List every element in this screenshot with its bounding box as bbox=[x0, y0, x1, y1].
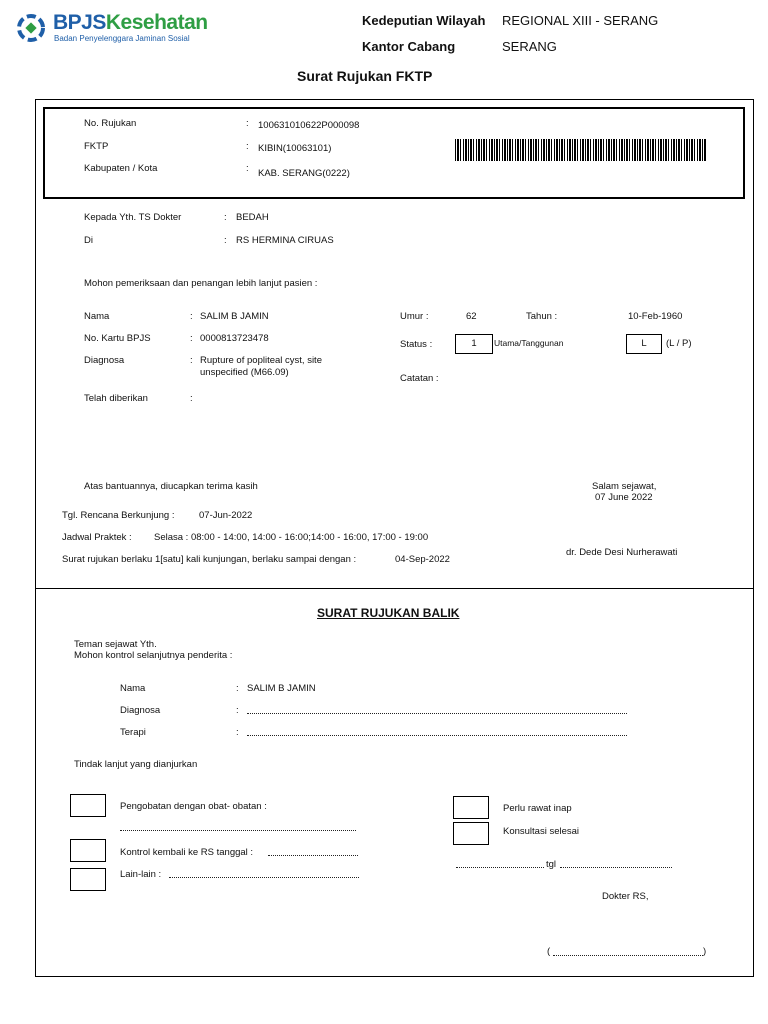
colon: : bbox=[246, 118, 249, 129]
back-diagnosis-label: Diagnosa bbox=[120, 705, 161, 716]
other-label: Lain-lain : bbox=[120, 869, 162, 880]
addressee-label: Kepada Yth. TS Dokter bbox=[84, 212, 182, 223]
logo-subtitle: Badan Penyelenggara Jaminan Sosial bbox=[54, 34, 190, 43]
colon: : bbox=[190, 311, 193, 322]
treatment-given-label: Telah diberikan bbox=[84, 393, 148, 404]
followup-label: Tindak lanjut yang dianjurkan bbox=[74, 759, 198, 770]
fktp-label: FKTP bbox=[84, 141, 109, 152]
medication-field[interactable] bbox=[120, 830, 356, 831]
patient-name-value: SALIM B JAMIN bbox=[200, 311, 269, 322]
diagnosis-value-line2: unspecified (M66.09) bbox=[200, 367, 289, 378]
other-field[interactable] bbox=[169, 877, 359, 878]
bpjs-logo-icon bbox=[16, 13, 46, 43]
visit-plan-label: Tgl. Rencana Berkunjung : bbox=[62, 510, 175, 521]
thanks-text: Atas bantuannya, diucapkan terima kasih bbox=[84, 481, 258, 492]
age-label: Umur : bbox=[400, 311, 429, 322]
colon: : bbox=[236, 727, 239, 738]
control-date-field[interactable] bbox=[268, 855, 358, 856]
branch-value: SERANG bbox=[502, 39, 557, 54]
medication-label: Pengobatan dengan obat- obatan : bbox=[120, 801, 267, 812]
back-name-value: SALIM B JAMIN bbox=[247, 683, 316, 694]
colon: : bbox=[190, 393, 193, 404]
date-field[interactable] bbox=[560, 867, 672, 868]
page-title: Surat Rujukan FKTP bbox=[297, 68, 433, 84]
greeting: Salam sejawat, bbox=[592, 481, 657, 492]
fktp-value: KIBIN(10063101) bbox=[258, 143, 332, 154]
inpatient-label: Perlu rawat inap bbox=[503, 803, 572, 814]
card-value: 0000813723478 bbox=[200, 333, 269, 344]
patient-name-label: Nama bbox=[84, 311, 110, 322]
back-referral-title: SURAT RUJUKAN BALIK bbox=[317, 606, 460, 620]
birth-value: 10-Feb-1960 bbox=[628, 311, 683, 322]
deputy-value: REGIONAL XIII - SERANG bbox=[502, 13, 659, 28]
age-value: 62 bbox=[466, 311, 477, 322]
inpatient-checkbox[interactable] bbox=[453, 796, 489, 819]
diagnosis-value-line1: Rupture of popliteal cyst, site bbox=[200, 355, 322, 366]
validity-date: 04-Sep-2022 bbox=[395, 554, 450, 565]
status-label: Status : bbox=[400, 339, 433, 350]
colon: : bbox=[224, 212, 227, 223]
colon: : bbox=[236, 705, 239, 716]
logo-brand-bpjs: BPJS bbox=[53, 11, 106, 34]
logo-wordmark bbox=[53, 11, 208, 35]
diagnosis-field[interactable] bbox=[247, 713, 627, 714]
branch-label: Kantor Cabang bbox=[362, 39, 456, 54]
place-field[interactable] bbox=[456, 867, 544, 868]
section-divider bbox=[35, 588, 753, 589]
tgl-label: tgl bbox=[546, 859, 557, 870]
doctor-name: dr. Dede Desi Nurherawati bbox=[566, 547, 678, 558]
sex-box: L bbox=[626, 334, 662, 354]
sex-desc: (L / P) bbox=[666, 338, 692, 349]
signature-field[interactable] bbox=[553, 955, 703, 956]
other-checkbox[interactable] bbox=[70, 868, 106, 891]
validity-text: Surat rujukan berlaku 1[satu] kali kunjungan, berlaku sampai dengan : bbox=[62, 554, 357, 565]
barcode-icon bbox=[455, 139, 707, 161]
deputy-label: Kedeputian Wilayah bbox=[362, 13, 486, 28]
back-therapy-label: Terapi bbox=[120, 727, 146, 738]
schedule-label: Jadwal Praktek : bbox=[62, 532, 132, 543]
medication-checkbox[interactable] bbox=[70, 794, 106, 817]
birth-label: Tahun : bbox=[526, 311, 558, 322]
no-rujukan-value: 100631010622P000098 bbox=[258, 120, 360, 131]
letter-date: 07 June 2022 bbox=[595, 492, 653, 503]
colon: : bbox=[246, 141, 249, 152]
status-desc: Utama/Tanggunan bbox=[494, 338, 564, 348]
no-rujukan-label: No. Rujukan bbox=[84, 118, 137, 129]
location-label: Di bbox=[84, 235, 93, 246]
notes-label: Catatan : bbox=[400, 373, 439, 384]
card-label: No. Kartu BPJS bbox=[84, 333, 151, 344]
control-label: Kontrol kembali ke RS tanggal : bbox=[120, 847, 254, 858]
back-name-label: Nama bbox=[120, 683, 146, 694]
therapy-field[interactable] bbox=[247, 735, 627, 736]
intro-text: Mohon pemeriksaan dan penangan lebih lanjut pasien : bbox=[84, 278, 318, 289]
kabupaten-label: Kabupaten / Kota bbox=[84, 163, 158, 174]
signature-open: ( bbox=[547, 946, 551, 957]
colon: : bbox=[190, 355, 193, 366]
kabupaten-value: KAB. SERANG(0222) bbox=[258, 168, 350, 179]
diagnosis-label: Diagnosa bbox=[84, 355, 125, 366]
status-box: 1 bbox=[455, 334, 493, 354]
consult-done-label: Konsultasi selesai bbox=[503, 826, 580, 837]
colon: : bbox=[246, 163, 249, 174]
logo-brand-kesehatan: Kesehatan bbox=[105, 11, 208, 34]
visit-plan-date: 07-Jun-2022 bbox=[199, 510, 253, 521]
doctor-rs-label: Dokter RS, bbox=[602, 891, 649, 902]
colon: : bbox=[236, 683, 239, 694]
schedule-value: Selasa : 08:00 - 14:00, 14:00 - 16:00;14:00 - 16:00, 17:00 - 19:00 bbox=[154, 532, 429, 543]
colon: : bbox=[190, 333, 193, 344]
addressee-value: BEDAH bbox=[236, 212, 269, 223]
consult-done-checkbox[interactable] bbox=[453, 822, 489, 845]
back-greeting-1: Teman sejawat Yth. bbox=[74, 639, 157, 650]
location-value: RS HERMINA CIRUAS bbox=[236, 235, 334, 246]
colon: : bbox=[224, 235, 227, 246]
signature-close: ) bbox=[703, 946, 707, 957]
control-checkbox[interactable] bbox=[70, 839, 106, 862]
back-greeting-2: Mohon kontrol selanjutnya penderita : bbox=[74, 650, 233, 661]
